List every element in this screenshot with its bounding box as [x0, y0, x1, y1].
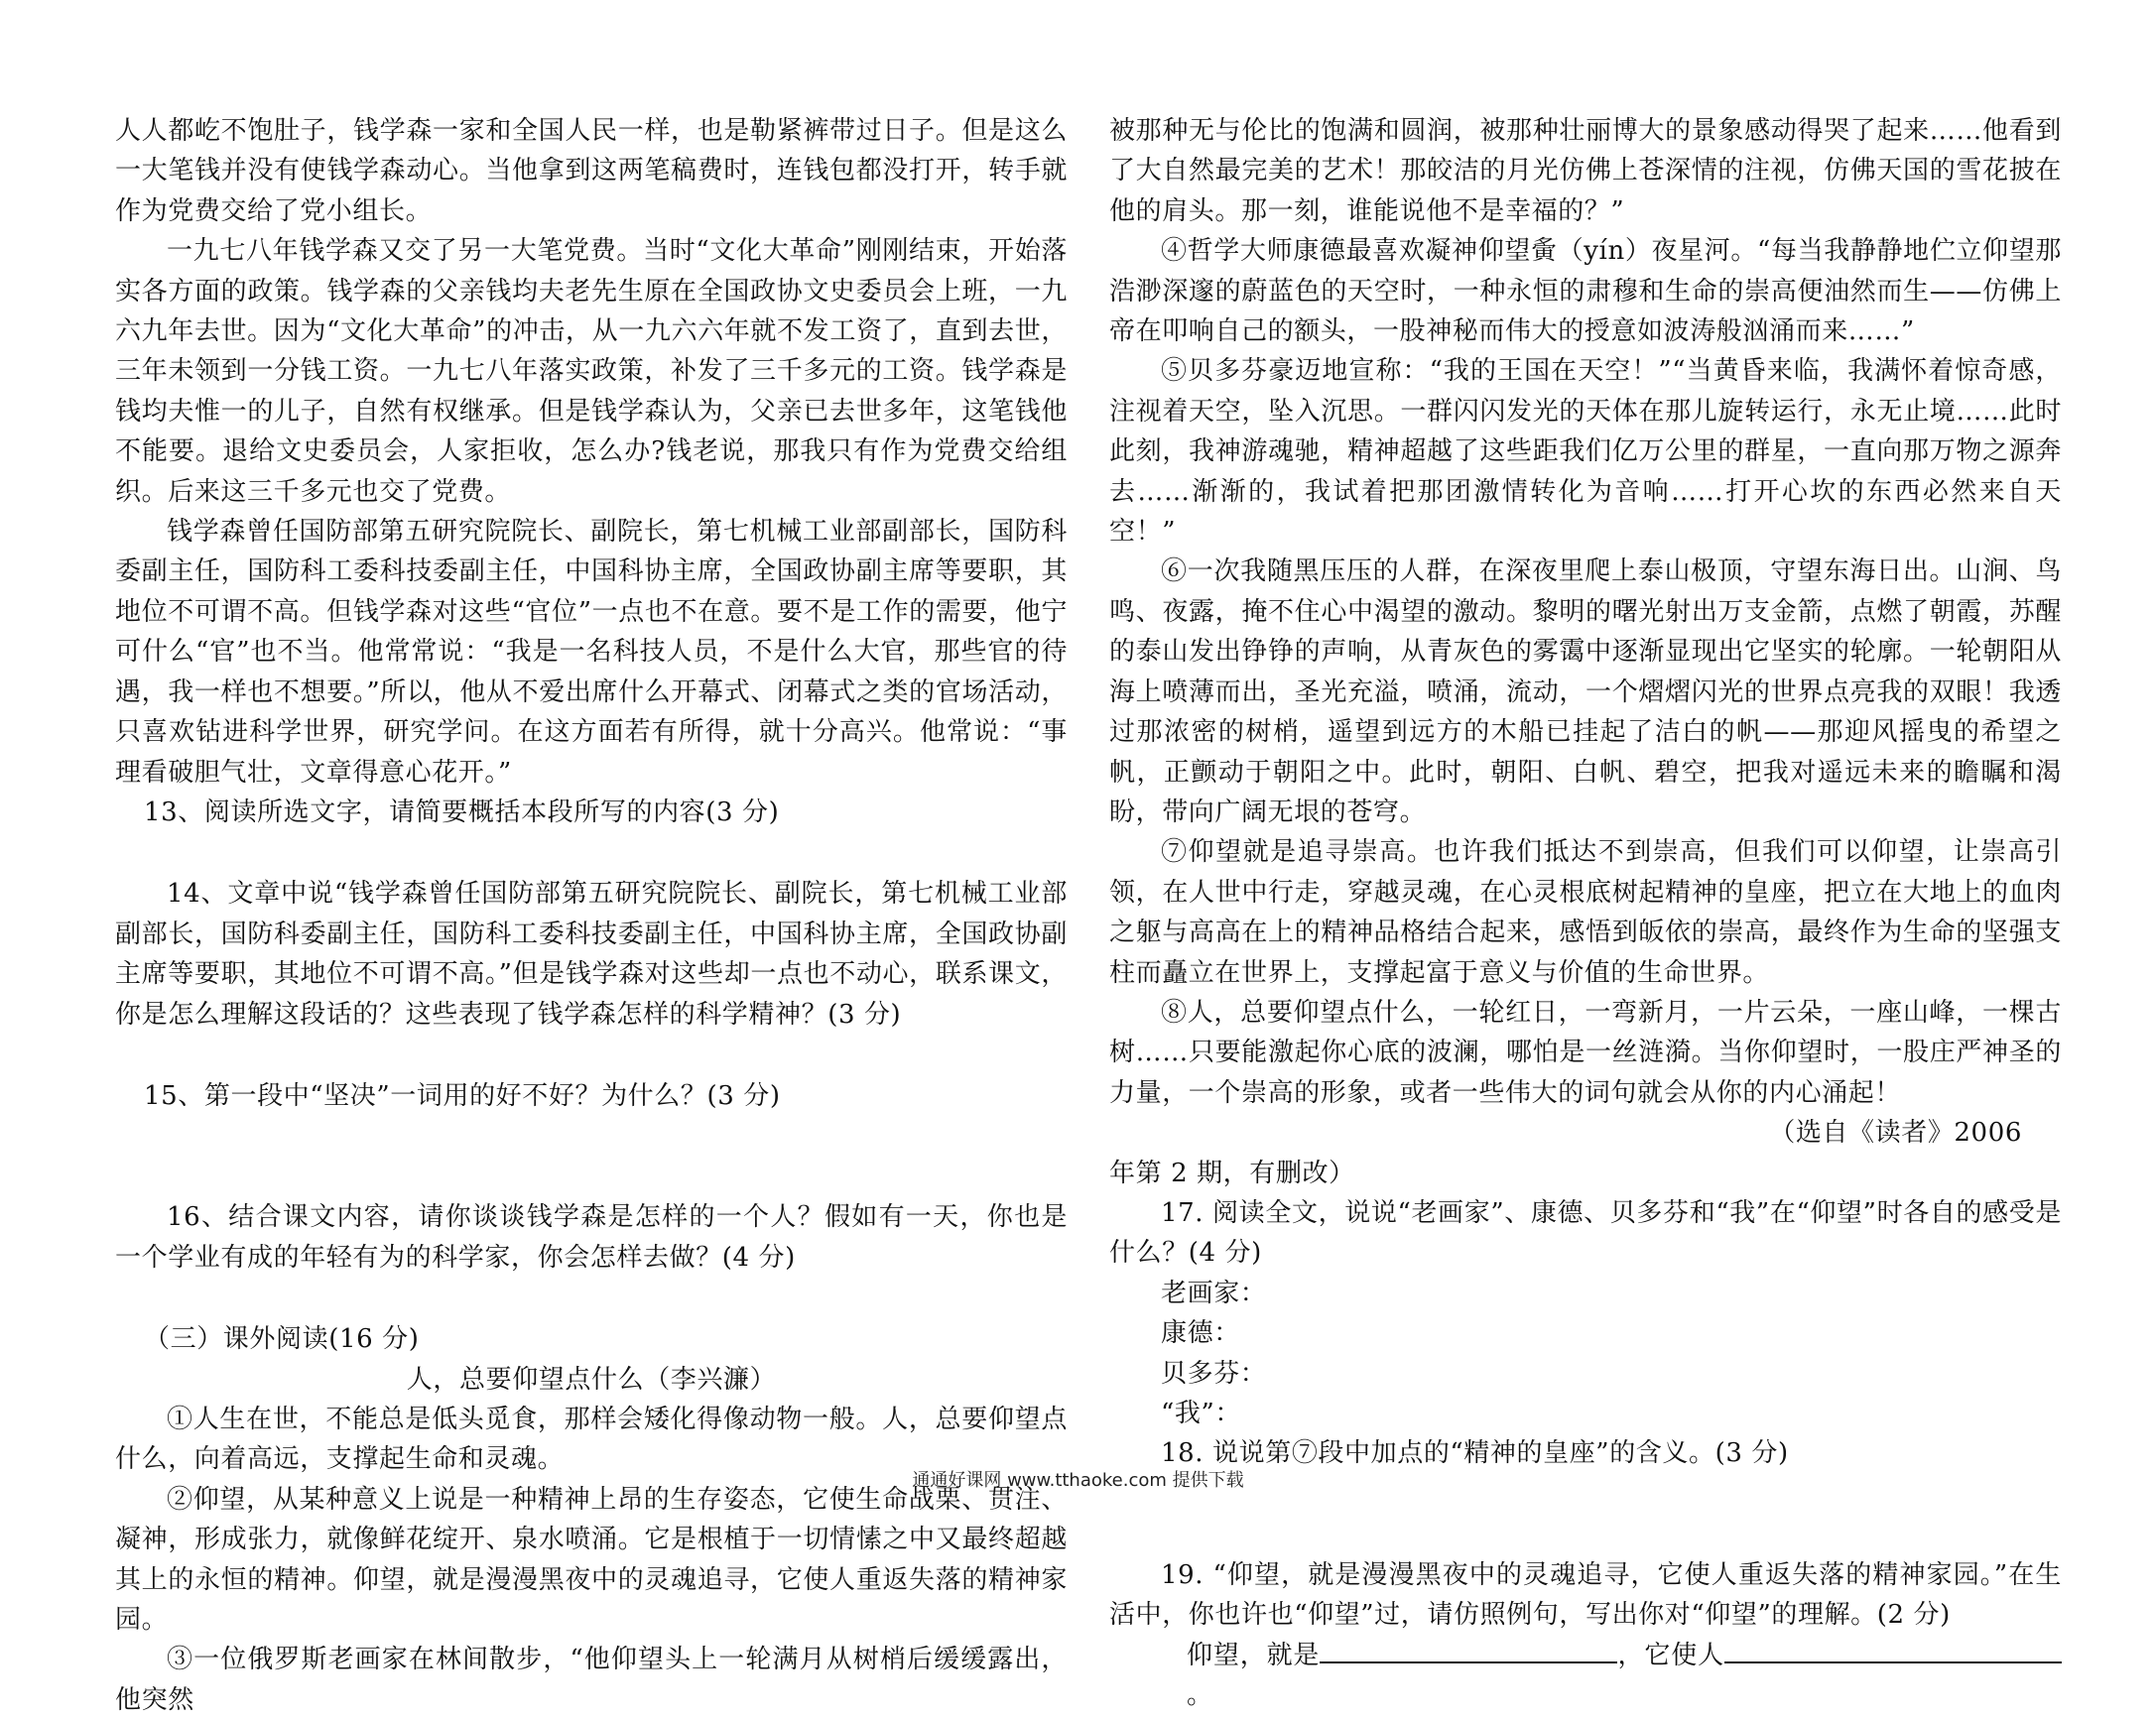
question-15: 15、第一段中“坚决”一词用的好不好？为什么？(3 分) [144, 1080, 781, 1111]
page-footer: 通通好课网 www.tthaoke.com 提供下载 [912, 1470, 1244, 1491]
article-paragraph-4: ④哲学大师康德最喜欢凝神仰望夤（yín）夜星河。“每当我静静地伫立仰望那浩渺深邃的蔚蓝色的天空时，一种永恒的肃穆和生命的崇高便油然而生——仿佛上帝在叩响自己的额头，一股神秘而伟大的授意如波涛般汹涌而来……” [1109, 236, 2062, 347]
fill-prefix: 仰望，就是 [1187, 1640, 1321, 1670]
question-13: 13、阅读所选文字，请简要概括本段所写的内容(3 分) [144, 797, 780, 827]
article-paragraph-5: ⑤贝多芬豪迈地宣称：“我的王国在天空！”“当黄昏来临，我满怀着惊奇感，注视着天空，坠入沉思。一群闪闪发光的天体在那儿旋转运行，永无止境……此时此刻，我神游魂驰，精神超越了这些距我们亿万公里的群星，一直向那万物之源奔去……渐渐的，我试着把那团激情转化为音响……打开心坎的东西必然来自天空！” [1109, 356, 2062, 548]
article-title: 人，总要仰望点什么（李兴濂） [406, 1364, 777, 1395]
q17-item-beethoven: 贝多芬： [1161, 1358, 1267, 1389]
answer-space-13 [115, 832, 1068, 874]
question-16: 16、结合课文内容，请你谈谈钱学森是怎样的一个人？假如有一天，你也是一个学业有成的年轻有为的科学家，你会怎样去做？(4 分) [115, 1202, 1068, 1273]
passage-paragraph-3: 钱学森曾任国防部第五研究院院长、副院长，第七机械工业部副部长，国防科委副主任，国防科工委科技委副主任，中国科协主席，全国政协副主席等要职，其地位不可谓不高。但钱学森对这些“官位”一点也不在意。要不是工作的需要，他宁可什么“官”也不当。他常常说：“我是一名科技人员，不是什么大官，那些官的待遇，我一样也不想要。”所以，他从不爱出席什么开幕式、闭幕式之类的官场活动，只喜欢钻进科学世界，研究学问。在这方面若有所得，就十分高兴。他常说：“事理看破胆气壮，文章得意心花开。” [115, 517, 1068, 788]
passage-paragraph-1: 人人都屹不饱肚子，钱学森一家和全国人民一样，也是勒紧裤带过日子。但是这么一大笔钱并没有使钱学森动心。当他拿到这两笔稿费时，连钱包都没打开，转手就作为党费交给了党小组长。 [115, 116, 1068, 226]
article-paragraph-7: ⑦仰望就是追寻崇高。也许我们抵达不到崇高，但我们可以仰望，让崇高引领，在人世中行走，穿越灵魂，在心灵根底树起精神的皇座，把立在大地上的血肉之躯与高高在上的精神品格结合起来，感悟到皈依的崇高，最终作为生命的坚强支柱而矗立在世界上，支撑起富于意义与价值的生命世界。 [1109, 837, 2062, 988]
question-14: 14、文章中说“钱学森曾任国防部第五研究院院长、副院长，第七机械工业部副部长，国防科委副主任，国防科工委科技委副主任，中国科协主席，全国政协副主席等要职，其地位不可谓不高。”但是钱学森对这些却一点也不动心，联系课文，你是怎么理解这段话的？这些表现了钱学森怎样的科学精神？(3 分) [115, 879, 1068, 1030]
article-paragraph-8: ⑧人，总要仰望点什么，一轮红日，一弯新月，一片云朵，一座山峰，一棵古树……只要能激起你心底的波澜，哪怕是一丝涟漪。当你仰望时，一股庄严神圣的力量，一个崇高的形象，或者一些伟大的词句就会从你的内心涌起！ [1109, 997, 2062, 1108]
section-heading: （三）课外阅读(16 分) [144, 1324, 420, 1355]
source-line-continued: 年第 2 期，有删改） [1109, 1158, 1355, 1188]
fill-blank-2[interactable] [1724, 1636, 2062, 1663]
fill-middle: ，它使人 [1617, 1640, 1724, 1670]
passage-paragraph-2: 一九七八年钱学森又交了另一大笔党费。当时“文化大革命”刚刚结束，开始落实各方面的政策。钱学森的父亲钱均夫老先生原在全国政协文史委员会上班，一九六九年去世。因为“文化大革命”的冲击，从一九六六年就不发工资了，直到去世，三年未领到一分钱工资。一九七八年落实政策，补发了三千多元的工资。钱学森是钱均夫惟一的儿子，自然有权继承。但是钱学森认为，父亲已去世多年，这笔钱他不能要。退给文史委员会，人家拒收，怎么办?钱老说，那我只有作为党费交给组织。后来这三千多元也交了党费。 [115, 236, 1068, 507]
fill-blank-1[interactable] [1320, 1636, 1617, 1663]
question-17: 17. 阅读全文，说说“老画家”、康德、贝多芬和“我”在“仰望”时各自的感受是什么？(4 分) [1109, 1197, 2062, 1269]
q17-item-kant: 康德： [1161, 1318, 1240, 1349]
source-line: （选自《读者》2006 [1769, 1118, 2022, 1149]
article-paragraph-3-continued: 被那种无与伦比的饱满和圆润，被那种壮丽博大的景象感动得哭了起来……他看到了大自然最完美的艺术！那皎洁的月光仿佛上苍深情的注视，仿佛天国的雪花披在他的肩头。那一刻，谁能说他不是幸福的？” [1109, 116, 2062, 226]
q17-item-painter: 老画家： [1161, 1278, 1267, 1308]
question-18: 18. 说说第⑦段中加点的“精神的皇座”的含义。(3 分) [1161, 1438, 1789, 1469]
fill-end: 。 [1187, 1680, 1213, 1711]
answer-space-14 [115, 1035, 1068, 1076]
q17-item-me: “我”： [1161, 1399, 1241, 1428]
article-paragraph-3: ③一位俄罗斯老画家在林间散步，“他仰望头上一轮满月从树梢后缓缓露出，他突然 [115, 1645, 1068, 1715]
article-paragraph-1: ①人生在世，不能总是低头觅食，那样会矮化得像动物一般。人，总要仰望点什么，向着高远，支撑起生命和灵魂。 [115, 1404, 1068, 1475]
question-19: 19. “仰望，就是漫漫黑夜中的灵魂追寻，它使人重返失落的精神家园。”在生活中，你也许也“仰望”过，请仿照例句，写出你对“仰望”的理解。(2 分) [1109, 1559, 2062, 1631]
article-paragraph-2: ②仰望，从某种意义上说是一种精神上昂的生存姿态，它使生命战栗、贯注、凝神，形成张力，就像鲜花绽开、泉水喷涌。它是根植于一切情愫之中又最终超越其上的永恒的精神。仰望，就是漫漫黑夜中的灵魂追寻，它使人重返失落的精神家园。 [115, 1484, 1068, 1635]
answer-space-15 [115, 1116, 1068, 1197]
article-paragraph-6: ⑥一次我随黑压压的人群，在深夜里爬上泰山极顶，守望东海日出。山涧、鸟鸣、夜露，掩不住心中渴望的激动。黎明的曙光射出万支金箭，点燃了朝霞，苏醒的泰山发出铮铮的声响，从青灰色的雾霭中逐渐显现出它坚实的轮廓。一轮朝阳从海上喷薄而出，圣光充溢，喷涌，流动，一个熠熠闪光的世界点亮我的双眼！我透过那浓密的树梢，遥望到远方的木船已挂起了洁白的帆——那迎风摇曳的希望之帆，正颤动于朝阳之中。此时，朝阳、白帆、碧空，把我对遥远未来的瞻瞩和渴盼，带向广阔无垠的苍穹。 [1109, 556, 2062, 827]
q19-fill-line [1109, 1636, 2062, 1716]
answer-space-16 [115, 1278, 1068, 1319]
